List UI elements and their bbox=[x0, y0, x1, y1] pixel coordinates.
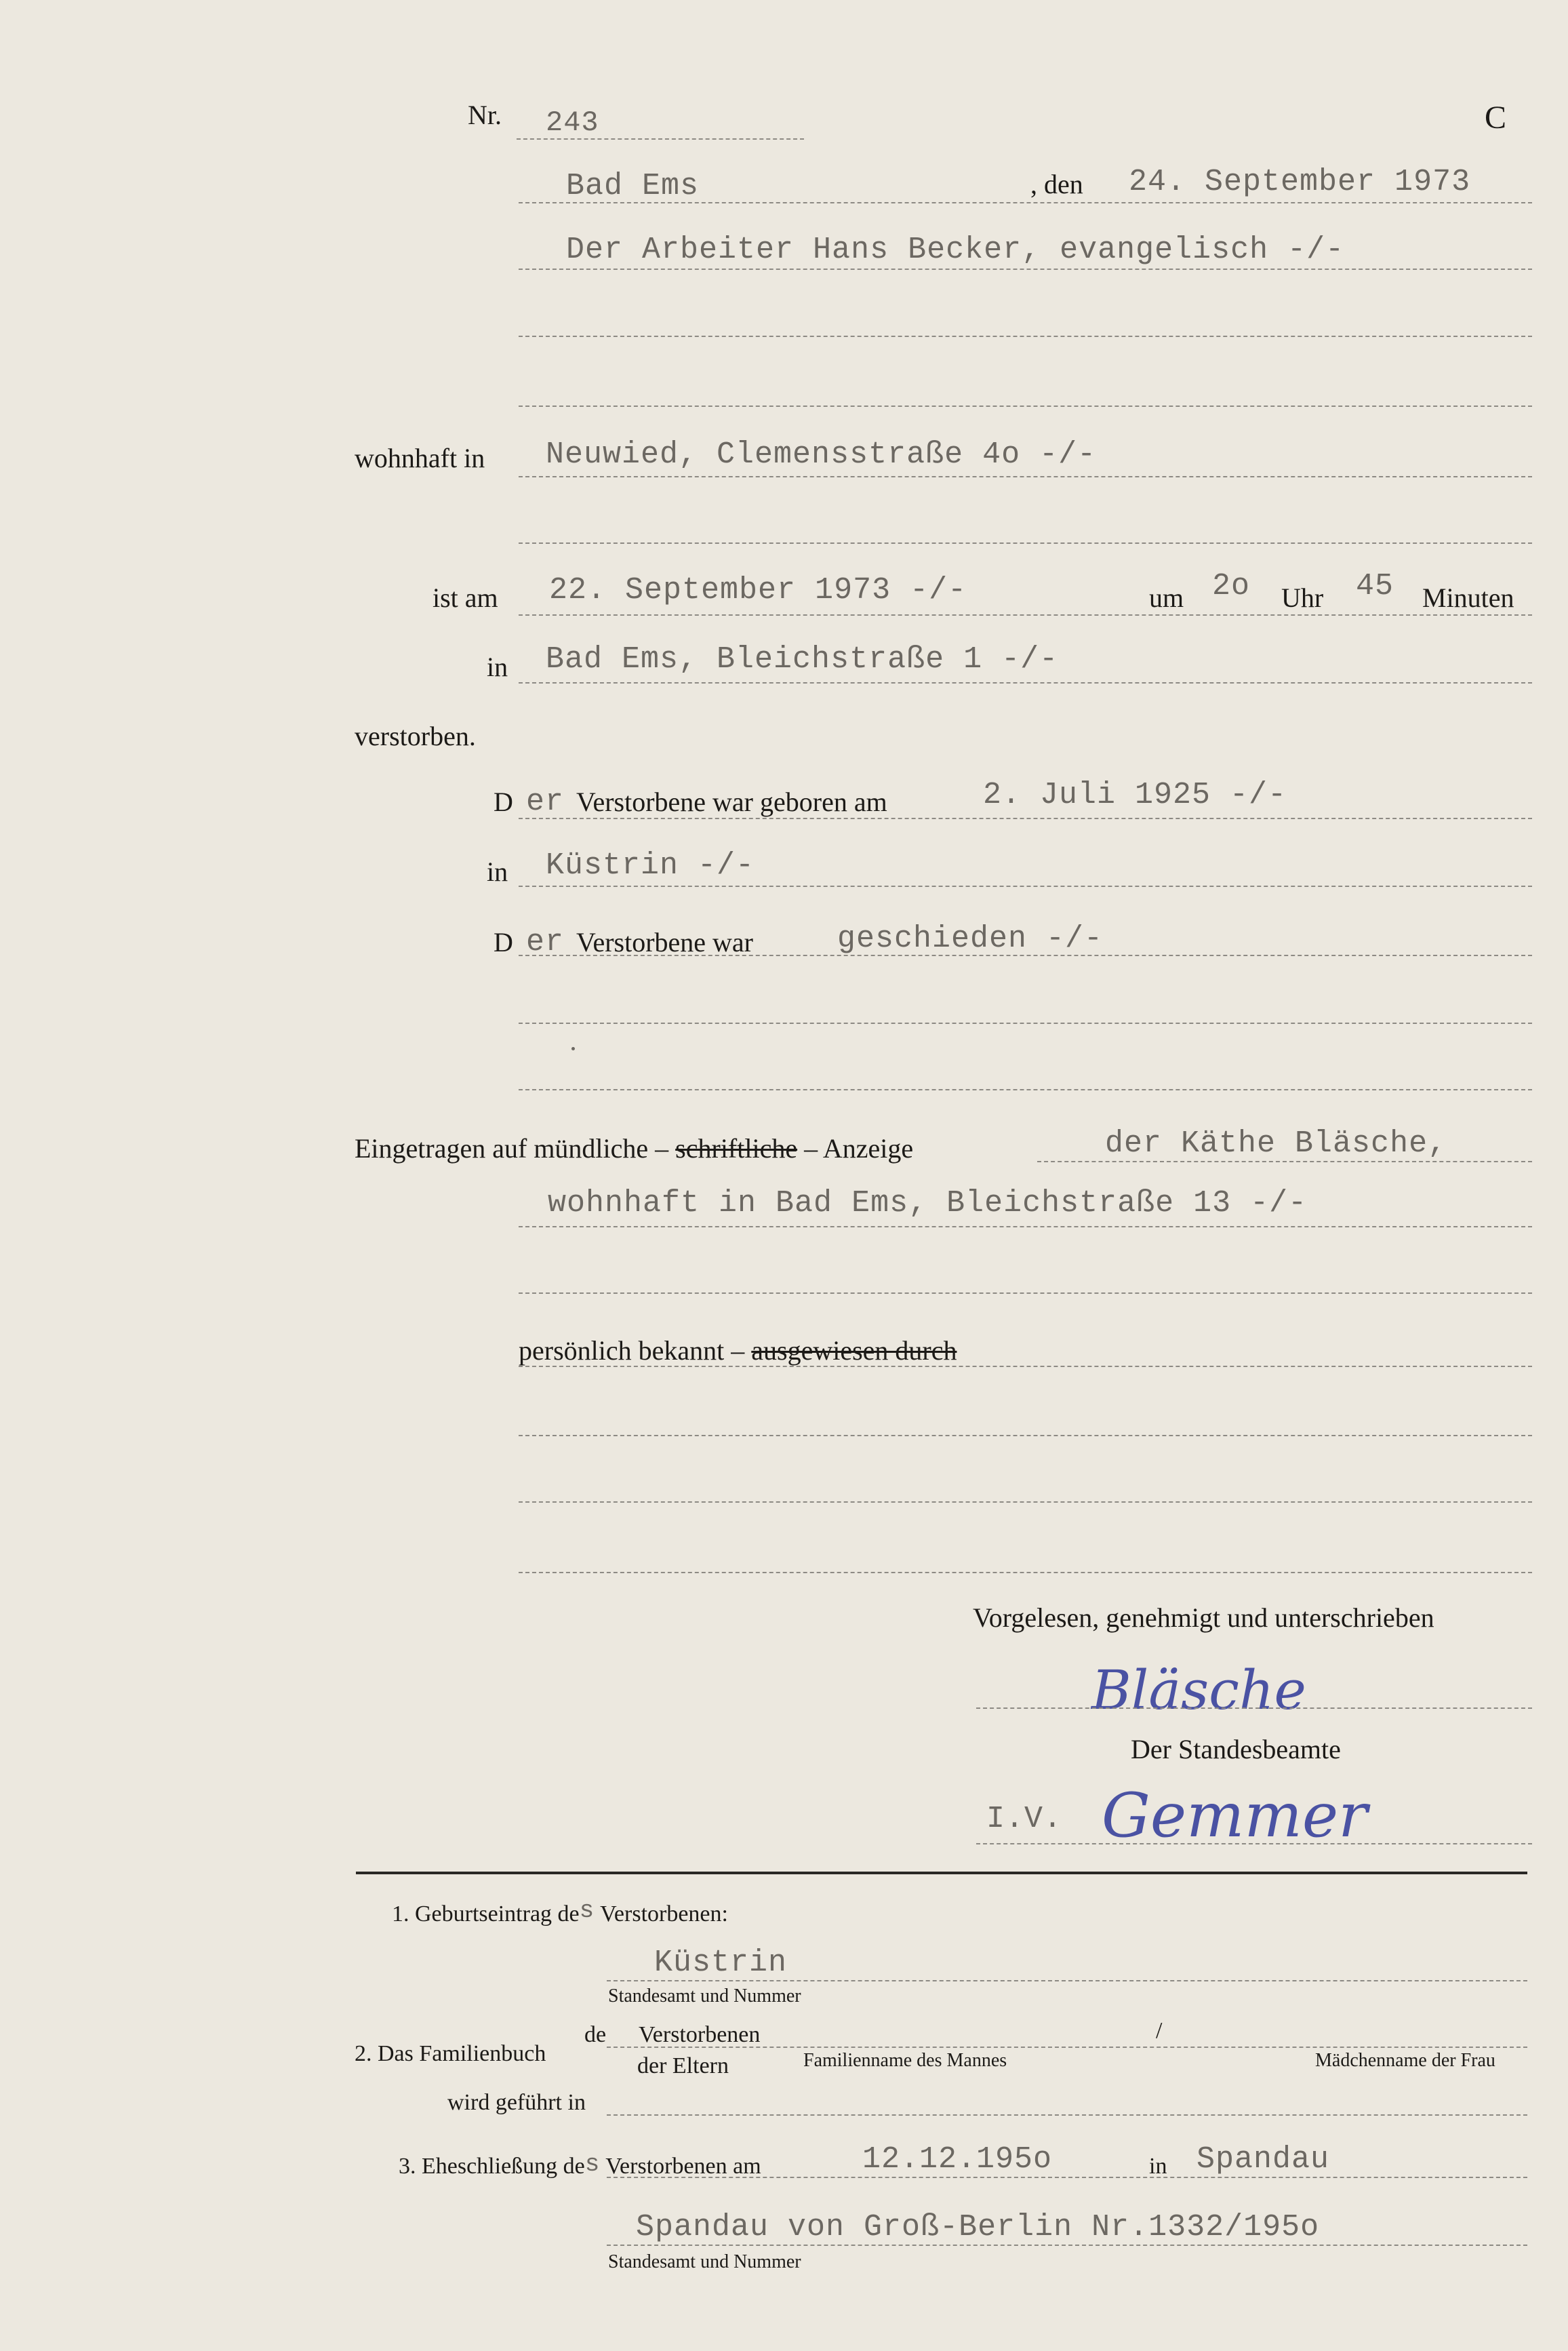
known-line bbox=[519, 1337, 957, 1364]
registration-line bbox=[355, 1135, 913, 1162]
minute-value: 45 bbox=[1356, 569, 1394, 604]
family-book-label: 2. Das Familienbuch bbox=[355, 2041, 546, 2066]
nr-line bbox=[517, 138, 804, 140]
informant-name: der Käthe Bläsche, bbox=[1105, 1126, 1447, 1161]
birth-registry-value: Küstrin bbox=[654, 1945, 788, 1980]
family-book-line bbox=[607, 2047, 1527, 2048]
informant-signature bbox=[1085, 1648, 1519, 1743]
footer-item1-label: 1. Geburtseintrag de bbox=[392, 1901, 580, 1927]
place-date-line bbox=[519, 202, 1532, 203]
verstorben-label: verstorben. bbox=[355, 721, 476, 751]
status-label-d: D bbox=[494, 927, 513, 957]
footer-item3-typed: s bbox=[584, 2150, 601, 2178]
death-date-value: 22. September 1973 -/- bbox=[549, 573, 967, 608]
section-divider bbox=[356, 1872, 1527, 1874]
footer-item1-typed: s bbox=[579, 1897, 595, 1924]
registration-struck-word: schriftliche bbox=[675, 1133, 798, 1164]
status-value: geschieden -/- bbox=[837, 922, 1104, 956]
known-label: persönlich bekannt – bbox=[519, 1335, 745, 1366]
uhr-label: Uhr bbox=[1281, 582, 1324, 613]
blank-line-3 bbox=[519, 1501, 1532, 1503]
residence-line-1 bbox=[519, 476, 1532, 477]
family-book-verstorbenen: Verstorbenen bbox=[639, 2022, 761, 2047]
born-label-d: D bbox=[494, 787, 513, 817]
marriage-in-label: in bbox=[1149, 2154, 1167, 2179]
registration-suffix: – Anzeige bbox=[804, 1133, 914, 1164]
born-line bbox=[519, 818, 1532, 819]
um-label: um bbox=[1149, 582, 1184, 613]
person-line-2 bbox=[519, 336, 1532, 337]
ink-speck bbox=[571, 1047, 575, 1050]
birth-place-line bbox=[519, 886, 1532, 887]
blank-line-1 bbox=[519, 1292, 1532, 1294]
nr-label: Nr. bbox=[468, 100, 502, 130]
person-line-1 bbox=[519, 269, 1532, 270]
footer-item1-suffix: Verstorbenen: bbox=[600, 1901, 728, 1927]
svg-text:Gemmer: Gemmer bbox=[1102, 1780, 1368, 1851]
born-typed-er: er bbox=[526, 785, 565, 819]
person-line-3 bbox=[519, 406, 1532, 407]
blank-line-4 bbox=[519, 1572, 1532, 1573]
birth-place-label: in bbox=[487, 856, 508, 887]
standesamt-label-1: Standesamt und Nummer bbox=[608, 1985, 801, 2007]
marriage-line bbox=[607, 2177, 1527, 2178]
informant-address-line bbox=[519, 1226, 1532, 1227]
footer-item3-mid: Verstorbenen am bbox=[605, 2154, 761, 2179]
family-book-kept-line bbox=[607, 2114, 1527, 2116]
death-date-label: ist am bbox=[433, 582, 498, 613]
person-description: Der Arbeiter Hans Becker, evangelisch -/- bbox=[566, 233, 1345, 267]
husband-name-label: Familienname des Mannes bbox=[803, 2050, 1007, 2071]
registrar-label: Der Standesbeamte bbox=[1131, 1734, 1341, 1764]
marriage-registry: Spandau von Groß-Berlin Nr.1332/195o bbox=[636, 2210, 1320, 2245]
date-label: , den bbox=[1030, 169, 1083, 199]
svg-text:Bläsche: Bläsche bbox=[1091, 1659, 1306, 1722]
minuten-label: Minuten bbox=[1422, 582, 1514, 613]
marriage-registry-line bbox=[607, 2245, 1527, 2246]
born-label: Verstorbene war geboren am bbox=[576, 787, 887, 817]
death-place-value: Bad Ems, Bleichstraße 1 -/- bbox=[546, 642, 1059, 677]
residence-label: wohnhaft in bbox=[355, 443, 485, 473]
death-date-line bbox=[519, 614, 1532, 616]
maiden-name-label: Mädchenname der Frau bbox=[1315, 2050, 1495, 2071]
informant-signature-line bbox=[976, 1707, 1532, 1709]
residence-line-2 bbox=[519, 542, 1532, 544]
blank-line-2 bbox=[519, 1435, 1532, 1436]
death-place-label: in bbox=[487, 652, 508, 682]
status-line-2 bbox=[519, 1023, 1532, 1024]
nr-value: 243 bbox=[546, 106, 599, 139]
marriage-date: 12.12.195o bbox=[862, 2142, 1053, 2177]
death-place-line bbox=[519, 682, 1532, 684]
footer-item1 bbox=[392, 1897, 728, 1927]
residence-value: Neuwied, Clemensstraße 4o -/- bbox=[546, 437, 1097, 472]
standesamt-label-2: Standesamt und Nummer bbox=[608, 2251, 801, 2272]
status-typed-er: er bbox=[526, 925, 565, 960]
family-book-slash: / bbox=[1156, 2018, 1163, 2043]
footer-item3 bbox=[399, 2150, 761, 2179]
hour-value: 2o bbox=[1212, 569, 1251, 604]
status-label: Verstorbene war bbox=[576, 927, 753, 957]
corner-letter: C bbox=[1485, 100, 1507, 136]
born-value: 2. Juli 1925 -/- bbox=[983, 778, 1287, 812]
registration-prefix: Eingetragen auf mündliche – bbox=[355, 1133, 669, 1164]
family-book-eltern: der Eltern bbox=[637, 2053, 729, 2078]
family-book-de: de bbox=[584, 2022, 607, 2047]
status-line-3 bbox=[519, 1089, 1532, 1090]
known-line-rule bbox=[519, 1366, 1532, 1367]
birth-place-value: Küstrin -/- bbox=[546, 848, 755, 883]
family-book-kept-label: wird geführt in bbox=[447, 2090, 586, 2115]
birth-registry-line bbox=[607, 1980, 1527, 1981]
footer-item3-label: 3. Eheschließung de bbox=[399, 2154, 585, 2179]
registrar-signature-line bbox=[976, 1843, 1532, 1844]
marriage-place: Spandau bbox=[1197, 2142, 1330, 2177]
informant-line bbox=[1037, 1161, 1532, 1162]
read-approved-label: Vorgelesen, genehmigt und unterschrieben bbox=[973, 1602, 1434, 1633]
identified-struck: ausgewiesen durch bbox=[751, 1335, 957, 1366]
iv-label: I.V. bbox=[986, 1802, 1063, 1836]
informant-address: wohnhaft in Bad Ems, Bleichstraße 13 -/- bbox=[548, 1186, 1308, 1221]
date-value: 24. September 1973 bbox=[1129, 165, 1471, 199]
status-line-1 bbox=[519, 955, 1532, 956]
place-value: Bad Ems bbox=[566, 169, 700, 203]
